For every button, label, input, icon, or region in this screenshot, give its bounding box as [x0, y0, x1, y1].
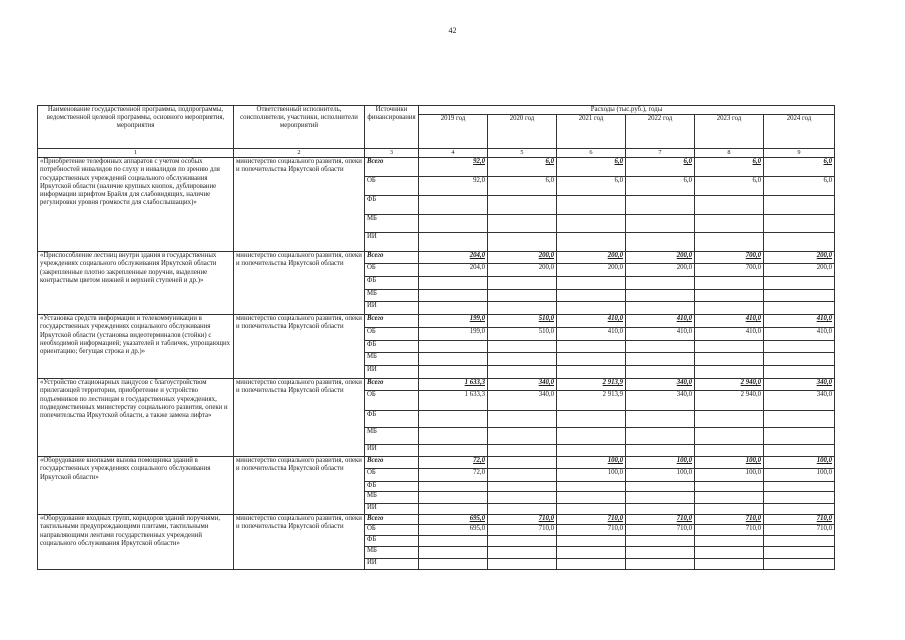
header-name: Наименование государственной программы, подпрограммы, ведомственной целевой программы, основного мероприятия, мероприятия [38, 106, 234, 149]
expense-value [488, 215, 557, 233]
expense-value [557, 536, 626, 547]
funding-source: Всего [365, 158, 419, 177]
expense-value: 199,0 [419, 328, 488, 341]
expense-value [419, 366, 488, 379]
expense-value [764, 482, 835, 492]
expense-value [626, 445, 695, 457]
expense-value [557, 277, 626, 290]
expense-value [488, 547, 557, 559]
expense-value [557, 547, 626, 559]
expense-value: 6,0 [695, 177, 764, 196]
expense-value: 72,0 [419, 469, 488, 482]
expense-value: 92,0 [419, 158, 488, 177]
expense-value: 710,0 [557, 515, 626, 525]
expense-value [764, 366, 835, 379]
funding-source: Всего [365, 379, 419, 391]
expense-value [626, 233, 695, 252]
funding-source: ФБ [365, 341, 419, 353]
expense-value [419, 290, 488, 302]
expense-value: 72,0 [419, 457, 488, 469]
expense-value [695, 233, 764, 252]
expense-value: 200,0 [488, 252, 557, 264]
table-row [38, 252, 835, 264]
expense-value: 204,0 [419, 264, 488, 277]
expense-value [419, 504, 488, 515]
expense-value [764, 428, 835, 445]
funding-source: МБ [365, 215, 419, 233]
expense-value: 340,0 [626, 391, 695, 411]
measure-name: «Приспособление лестниц внутри здания в государственных учреждениях социального обслуживания Иркутской области (закрепленные плотно закрепленные поручни, выделение контрастным цветом нижней и верхней ступеней и др.)» [38, 252, 234, 315]
expense-value [626, 428, 695, 445]
expense-value: 710,0 [764, 515, 835, 525]
expense-value: 100,0 [626, 469, 695, 482]
expense-value [626, 277, 695, 290]
expense-value [626, 341, 695, 353]
funding-source: МБ [365, 290, 419, 302]
funding-source: ИИ [365, 445, 419, 457]
expense-value [419, 428, 488, 445]
expense-value: 695,0 [419, 515, 488, 525]
funding-source: Всего [365, 515, 419, 525]
expense-value [488, 445, 557, 457]
budget-table [37, 105, 835, 570]
expense-value: 710,0 [557, 525, 626, 536]
expense-value [488, 341, 557, 353]
measure-name: «Оборудование кнопками вызова помощника зданий в государственных учреждениях социального обслуживания Иркутской области» [38, 457, 234, 515]
expense-value [626, 411, 695, 428]
expense-value [419, 215, 488, 233]
expense-value [419, 353, 488, 366]
expense-value: 695,0 [419, 525, 488, 536]
measure-name: «Установка средств информации и телекоммуникации в государственных учреждениях социального обслуживания Иркутской области (установка видеотерминалов (стойки) с необходимой информацией; указателей и табличек, упрощающих ориентацию; бегущая строка и др.)» [38, 315, 234, 379]
expense-value [557, 428, 626, 445]
responsible-executor: министерство социального развития, опеки и попечительства Иркутской области [234, 457, 365, 515]
expense-value: 100,0 [557, 469, 626, 482]
expense-value: 199,0 [419, 315, 488, 328]
expense-value [626, 353, 695, 366]
table-body [38, 158, 835, 570]
expense-value: 2 913,9 [557, 391, 626, 411]
funding-source: МБ [365, 547, 419, 559]
expense-value [419, 559, 488, 570]
expense-value: 410,0 [695, 315, 764, 328]
expense-value: 710,0 [488, 525, 557, 536]
responsible-executor: министерство социального развития, опеки и попечительства Иркутской области [234, 252, 365, 315]
expense-value [557, 215, 626, 233]
expense-value [695, 277, 764, 290]
measure-name: «Оборудование входных групп, коридоров зданий поручнями, тактильными предупреждающими плитами, тактильными направляющими лентами государственных учреждений социального обслуживания Иркутской области» [38, 515, 234, 570]
expense-value [488, 428, 557, 445]
expense-value [626, 196, 695, 215]
expense-value: 710,0 [695, 525, 764, 536]
expense-value [626, 302, 695, 315]
expense-value [557, 290, 626, 302]
expense-value: 200,0 [764, 264, 835, 277]
expense-value [419, 547, 488, 559]
table-row [38, 379, 835, 391]
expense-value: 2 913,9 [557, 379, 626, 391]
expense-value [419, 492, 488, 504]
expense-value [419, 302, 488, 315]
expense-value [488, 302, 557, 315]
expense-value [626, 366, 695, 379]
expense-value [695, 290, 764, 302]
expense-value: 710,0 [626, 515, 695, 525]
expense-value [626, 290, 695, 302]
header-year: 2019 год [419, 115, 488, 149]
expense-value [488, 277, 557, 290]
expense-value [764, 233, 835, 252]
expense-value [557, 482, 626, 492]
expense-value [695, 428, 764, 445]
expense-value [557, 504, 626, 515]
expense-value [764, 290, 835, 302]
expense-value [695, 559, 764, 570]
expense-value [419, 411, 488, 428]
expense-value [488, 457, 557, 469]
table-row [38, 315, 835, 328]
funding-source: Всего [365, 252, 419, 264]
expense-value [764, 504, 835, 515]
funding-source: ИИ [365, 366, 419, 379]
funding-source: ФБ [365, 411, 419, 428]
funding-source: Всего [365, 457, 419, 469]
expense-value [626, 482, 695, 492]
expense-value [557, 353, 626, 366]
expense-value: 100,0 [626, 457, 695, 469]
expense-value [764, 302, 835, 315]
expense-value: 410,0 [764, 315, 835, 328]
expense-value [764, 215, 835, 233]
expense-value [764, 492, 835, 504]
expense-value [764, 536, 835, 547]
table-row [38, 457, 835, 469]
expense-value: 340,0 [764, 391, 835, 411]
expense-value [695, 492, 764, 504]
header-year: 2023 год [695, 115, 764, 149]
expense-value [695, 341, 764, 353]
column-number: 5 [488, 149, 557, 158]
expense-value: 510,0 [488, 315, 557, 328]
expense-value: 410,0 [626, 328, 695, 341]
expense-value: 340,0 [626, 379, 695, 391]
expense-value: 6,0 [557, 177, 626, 196]
expense-value [695, 504, 764, 515]
expense-value [419, 341, 488, 353]
funding-source: ИИ [365, 504, 419, 515]
expense-value [626, 215, 695, 233]
header-year: 2021 год [557, 115, 626, 149]
expense-value [488, 492, 557, 504]
expense-value [764, 411, 835, 428]
funding-source: ИИ [365, 559, 419, 570]
expense-value [488, 504, 557, 515]
expense-value: 410,0 [695, 328, 764, 341]
expense-value [695, 445, 764, 457]
responsible-executor: министерство социального развития, опеки и попечительства Иркутской области [234, 515, 365, 570]
funding-source: МБ [365, 492, 419, 504]
expense-value: 2 940,0 [695, 379, 764, 391]
responsible-executor: министерство социального развития, опеки и попечительства Иркутской области [234, 379, 365, 457]
expense-value: 700,0 [695, 264, 764, 277]
expense-value [488, 290, 557, 302]
expense-value: 92,0 [419, 177, 488, 196]
expense-value [419, 196, 488, 215]
expense-value [419, 277, 488, 290]
expense-value: 204,0 [419, 252, 488, 264]
expense-value: 6,0 [695, 158, 764, 177]
expense-value: 200,0 [557, 252, 626, 264]
expense-value [488, 559, 557, 570]
funding-source: ОБ [365, 525, 419, 536]
responsible-executor: министерство социального развития, опеки и попечительства Иркутской области [234, 158, 365, 252]
expense-value: 6,0 [764, 158, 835, 177]
expense-value [557, 341, 626, 353]
expense-value [764, 559, 835, 570]
expense-value [488, 469, 557, 482]
expense-value [557, 445, 626, 457]
table-header [38, 106, 835, 158]
expense-value: 710,0 [764, 525, 835, 536]
funding-source: ОБ [365, 177, 419, 196]
expense-value: 410,0 [557, 315, 626, 328]
funding-source: МБ [365, 428, 419, 445]
expense-value: 700,0 [695, 252, 764, 264]
expense-value [488, 353, 557, 366]
expense-value [557, 411, 626, 428]
expense-value [419, 482, 488, 492]
expense-value: 6,0 [764, 177, 835, 196]
column-number: 3 [365, 149, 419, 158]
expense-value: 200,0 [764, 252, 835, 264]
funding-source: ИИ [365, 233, 419, 252]
expense-value [419, 536, 488, 547]
expense-value [557, 559, 626, 570]
funding-source: ОБ [365, 469, 419, 482]
expense-value [488, 482, 557, 492]
funding-source: МБ [365, 353, 419, 366]
expense-value: 200,0 [626, 252, 695, 264]
expense-value [695, 353, 764, 366]
expense-value: 340,0 [488, 391, 557, 411]
funding-source: ФБ [365, 482, 419, 492]
expense-value: 340,0 [488, 379, 557, 391]
measure-name: «Устройство стационарных пандусов с благоустройством прилегающей территории, приобретение и устройство подъемников по лестницам в государственных учреждениях, подведомственных министерству социального развития, опеки и попечительства Иркутской области, а также замена лифта» [38, 379, 234, 457]
column-number: 8 [695, 149, 764, 158]
funding-source: ОБ [365, 264, 419, 277]
funding-source: ФБ [365, 277, 419, 290]
expense-value [626, 536, 695, 547]
expense-value: 6,0 [626, 177, 695, 196]
expense-value [557, 233, 626, 252]
expense-value: 100,0 [764, 457, 835, 469]
table-row [38, 515, 835, 525]
expense-value [419, 233, 488, 252]
expense-value [626, 547, 695, 559]
expense-value [488, 233, 557, 252]
header-sources: Источники финансирования [365, 106, 419, 149]
expense-value: 410,0 [764, 328, 835, 341]
expense-value [488, 411, 557, 428]
expense-value: 200,0 [626, 264, 695, 277]
expense-value [419, 445, 488, 457]
expense-value: 710,0 [626, 525, 695, 536]
expense-value [764, 445, 835, 457]
expense-value [557, 366, 626, 379]
expense-value: 100,0 [695, 457, 764, 469]
expense-value: 710,0 [695, 515, 764, 525]
header-year: 2020 год [488, 115, 557, 149]
table-row [38, 158, 835, 177]
expense-value [764, 196, 835, 215]
expense-value: 6,0 [626, 158, 695, 177]
funding-source: ОБ [365, 391, 419, 411]
expense-value [764, 341, 835, 353]
expense-value: 6,0 [488, 158, 557, 177]
column-number: 9 [764, 149, 835, 158]
column-number: 6 [557, 149, 626, 158]
expense-value [557, 492, 626, 504]
expense-value [695, 536, 764, 547]
column-number: 7 [626, 149, 695, 158]
expense-value: 340,0 [764, 379, 835, 391]
measure-name: «Приобретение телефонных аппаратов с учетом особых потребностей инвалидов по слуху и инвалидов по зрению для государственных учреждений социального обслуживания Иркутской области (наличие крупных кнопок, дублирование информации шрифтом Брайля для слабовидящих, наличие регулировки уровня громкости для слабослышащих)» [38, 158, 234, 252]
header-expenses: Расходы (тыс.руб.), годы [419, 106, 835, 115]
expense-value: 200,0 [488, 264, 557, 277]
expense-value: 710,0 [488, 515, 557, 525]
expense-value [695, 482, 764, 492]
expense-value: 2 940,0 [695, 391, 764, 411]
expense-value: 410,0 [557, 328, 626, 341]
expense-value: 100,0 [764, 469, 835, 482]
expense-value: 6,0 [557, 158, 626, 177]
expense-value [764, 547, 835, 559]
expense-value [626, 492, 695, 504]
column-number-row [38, 149, 835, 158]
expense-value [695, 411, 764, 428]
expense-value [626, 504, 695, 515]
expense-value: 100,0 [695, 469, 764, 482]
expense-value [626, 559, 695, 570]
funding-source: ИИ [365, 302, 419, 315]
column-number: 4 [419, 149, 488, 158]
header-responsible: Ответственный исполнитель, соисполнители, участники, исполнители мероприятий [234, 106, 365, 149]
expense-value [695, 196, 764, 215]
page-number: 42 [448, 26, 457, 35]
column-number: 1 [38, 149, 234, 158]
expense-value [488, 196, 557, 215]
expense-value: 1 633,3 [419, 379, 488, 391]
expense-value [488, 366, 557, 379]
header-year: 2022 год [626, 115, 695, 149]
responsible-executor: министерство социального развития, опеки и попечительства Иркутской области [234, 315, 365, 379]
funding-source: Всего [365, 315, 419, 328]
funding-source: ФБ [365, 536, 419, 547]
expense-value [695, 366, 764, 379]
expense-value [764, 277, 835, 290]
expense-value: 200,0 [557, 264, 626, 277]
expense-value [488, 536, 557, 547]
expense-value [764, 353, 835, 366]
column-number: 2 [234, 149, 365, 158]
expense-value [695, 547, 764, 559]
expense-value: 1 633,3 [419, 391, 488, 411]
expense-value: 410,0 [626, 315, 695, 328]
funding-source: ОБ [365, 328, 419, 341]
expense-value [557, 302, 626, 315]
header-year: 2024 год [764, 115, 835, 149]
expense-value: 510,0 [488, 328, 557, 341]
expense-value [695, 215, 764, 233]
expense-value: 6,0 [488, 177, 557, 196]
expense-value [695, 302, 764, 315]
funding-source: ФБ [365, 196, 419, 215]
expense-value: 100,0 [557, 457, 626, 469]
expense-value [557, 196, 626, 215]
